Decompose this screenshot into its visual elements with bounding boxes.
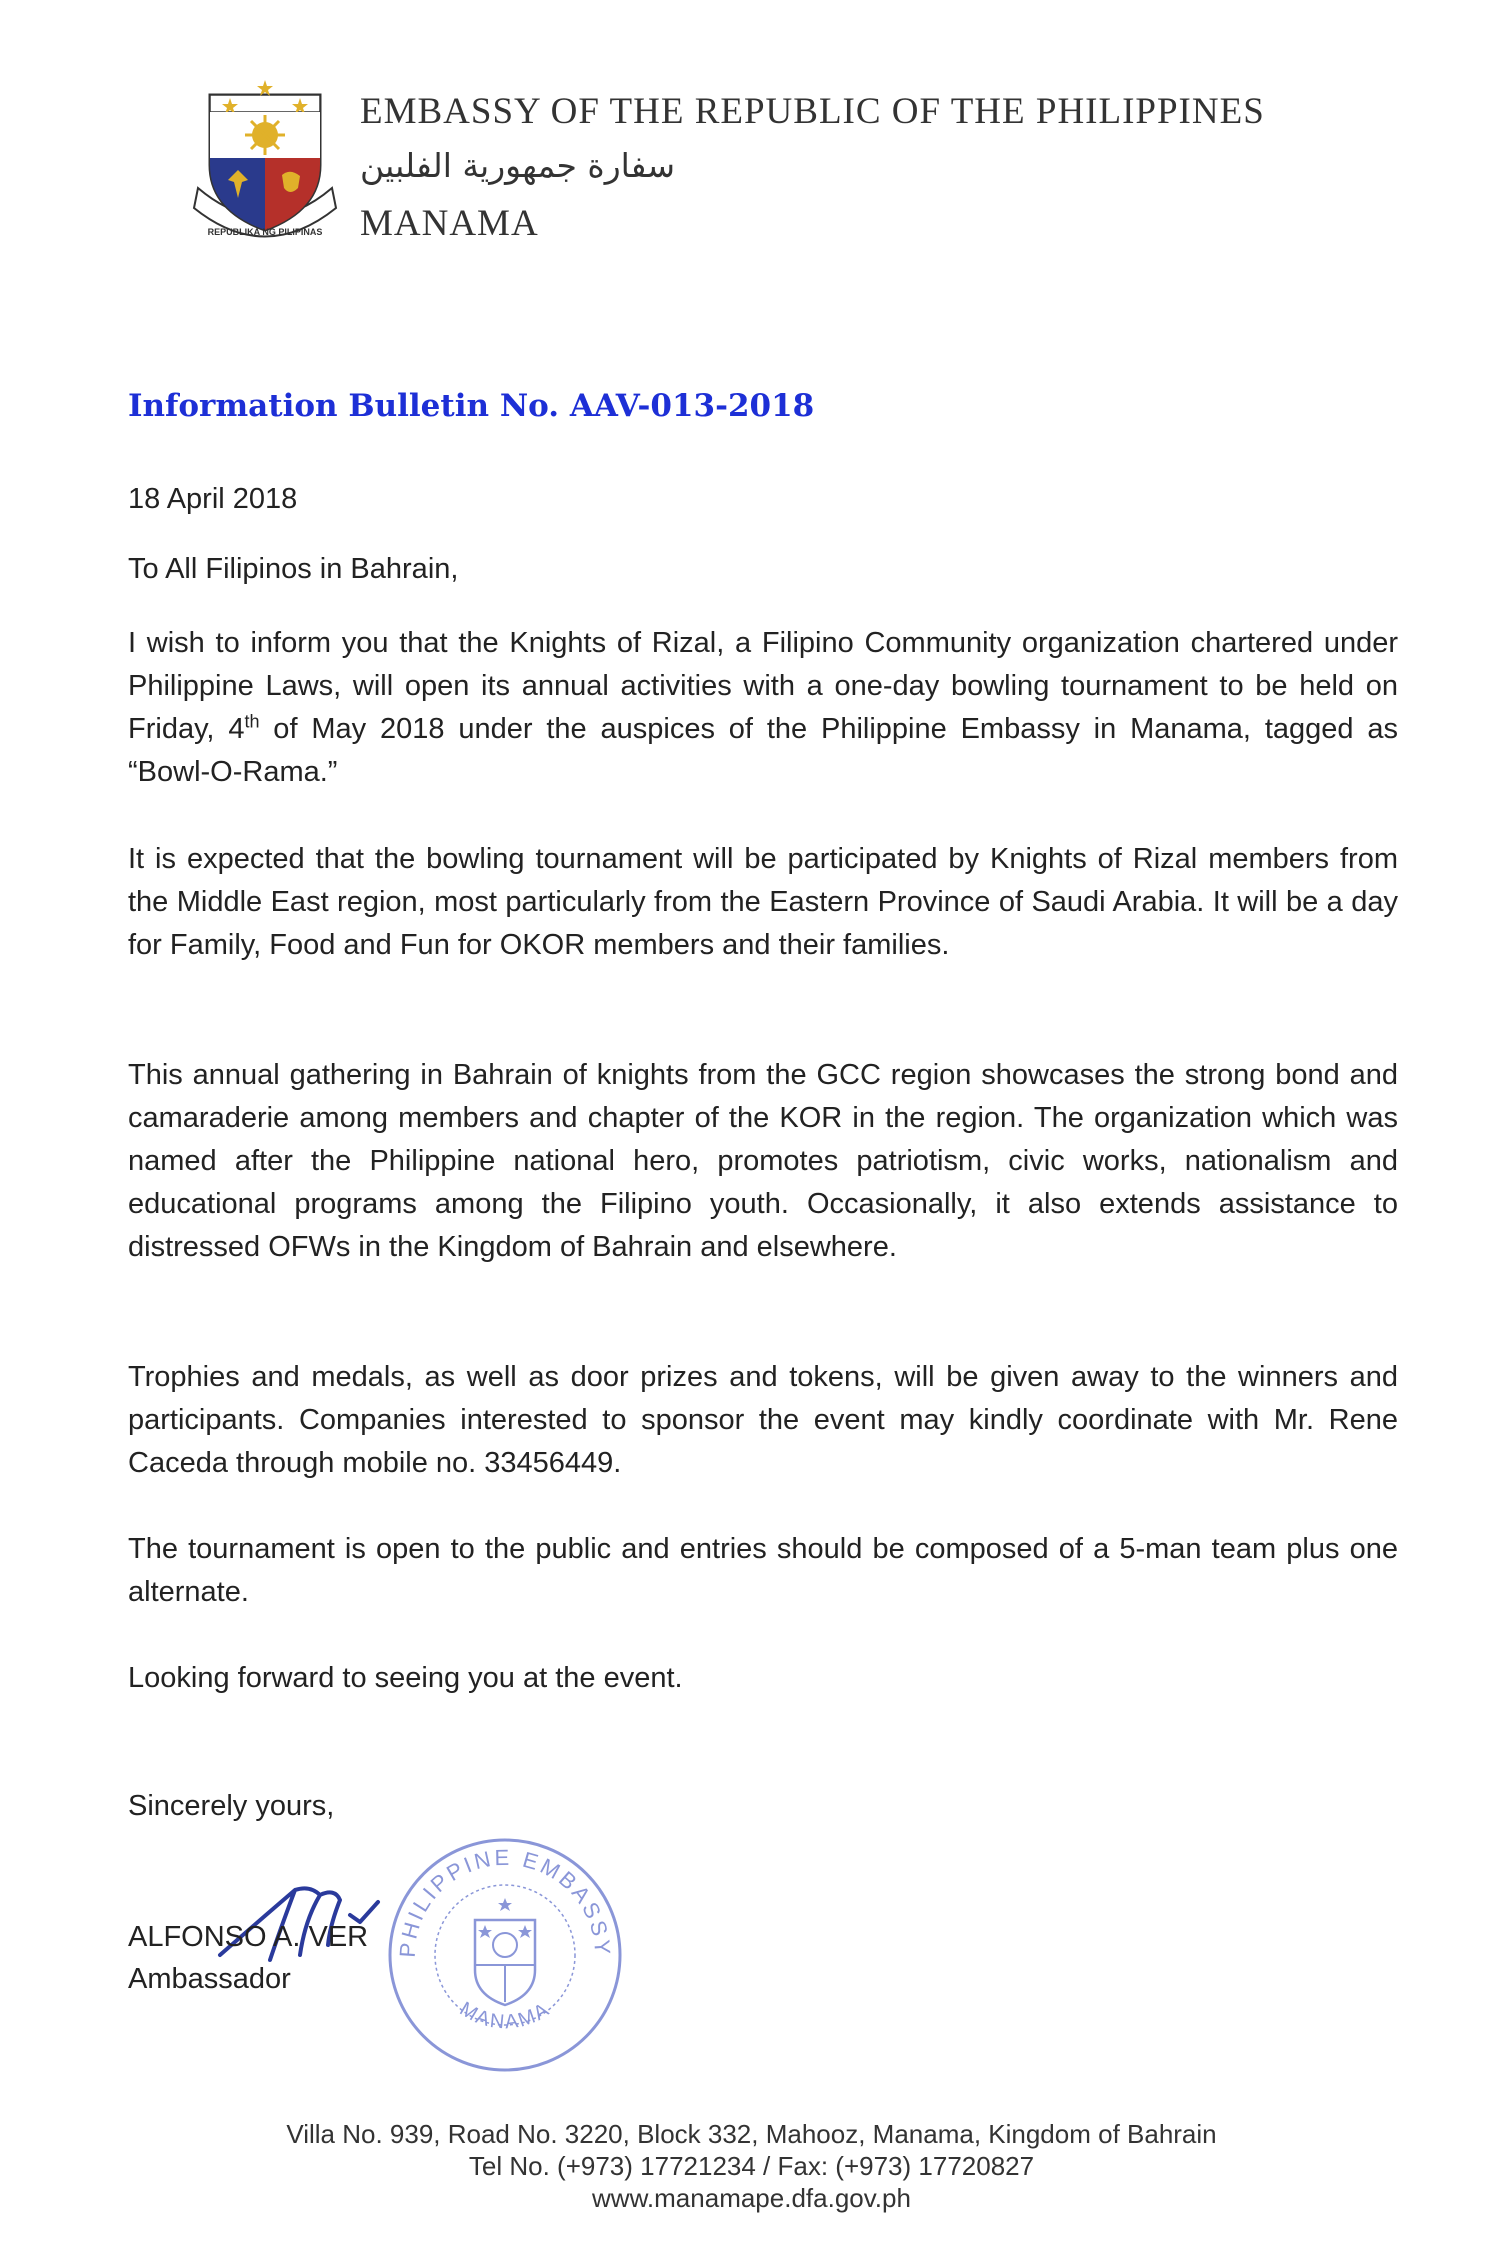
crest-banner-text: REPUBLIKA NG PILIPINAS xyxy=(207,227,323,237)
paragraph-2: It is expected that the bowling tournament will be participated by Knights of Rizal members from the Middle East region, most particularly from the Eastern Province of Saudi Arabia. It will be a day for Family, Food and Fun for OKOR members and their families. xyxy=(128,843,1398,961)
signer-name: ALFONSO A. VER xyxy=(128,1921,369,1953)
embassy-city: MANAMA xyxy=(360,203,539,244)
philippine-coat-of-arms-icon xyxy=(190,70,340,255)
seal-top-text: PHILIPPINE EMBASSY xyxy=(394,1844,616,1959)
letter-date: 18 April 2018 xyxy=(128,483,298,515)
paragraph-4: Trophies and medals, as well as door prizes and tokens, will be given away to the winners and participants. Companies interested to sponsor the event may kindly coordinate with Mr. Rene Caceda through mobile no. 33456449. xyxy=(128,1361,1398,1479)
paragraph-3: This annual gathering in Bahrain of knights from the GCC region showcases the strong bond and camaraderie among members and chapter of the KOR in the region. The organization which was named after the Philippine national hero, promotes patriotism, civic works, nationalism and educational programs among the Filipino youth. Occasionally, it also extends assistance to distressed OFWs in the Kingdom of Bahrain and elsewhere. xyxy=(128,1059,1398,1263)
paragraph-6: Looking forward to seeing you at the event. xyxy=(128,1662,683,1694)
seal-bottom-text: MANAMA xyxy=(455,1997,555,2034)
embassy-title-arabic: سفارة جمهورية الفلبين xyxy=(360,146,676,185)
bulletin-title: Information Bulletin No. AAV-013-2018 xyxy=(128,388,815,424)
paragraph-5: The tournament is open to the public and entries should be composed of a 5-man team plus one alternate. xyxy=(128,1533,1398,1608)
svg-text:MANAMA xyxy=(456,1998,554,2034)
footer-website-link[interactable]: www.manamape.dfa.gov.ph xyxy=(592,2183,911,2213)
letter-salutation: To All Filipinos in Bahrain, xyxy=(128,553,459,585)
embassy-title: EMBASSY OF THE REPUBLIC OF THE PHILIPPINES xyxy=(360,91,1265,132)
embassy-seal-stamp-icon xyxy=(380,1830,630,2080)
footer-address: Villa No. 939, Road No. 3220, Block 332, Mahooz, Manama, Kingdom of Bahrain xyxy=(286,2119,1217,2149)
paragraph-1 xyxy=(128,622,1398,794)
paragraph-1-part-b: of May 2018 under the auspices of the Philippine Embassy in Manama, tagged as “Bowl-O-Rama.” xyxy=(128,713,1398,788)
paragraph-1-superscript: th xyxy=(244,711,260,732)
footer-phone: Tel No. (+973) 17721234 / Fax: (+973) 17720827 xyxy=(468,2151,1035,2181)
footer xyxy=(0,2118,1503,2214)
letter-closing: Sincerely yours, xyxy=(128,1790,335,1822)
letterhead xyxy=(190,70,1390,260)
signer-title: Ambassador xyxy=(128,1963,291,1995)
paragraph-1-part-a: I wish to inform you that the Knights of Rizal, a Filipino Community organization chartered under Philippine Laws, will open its annual activities with a one-day bowling tournament to be held on Friday, 4 xyxy=(128,627,1398,745)
